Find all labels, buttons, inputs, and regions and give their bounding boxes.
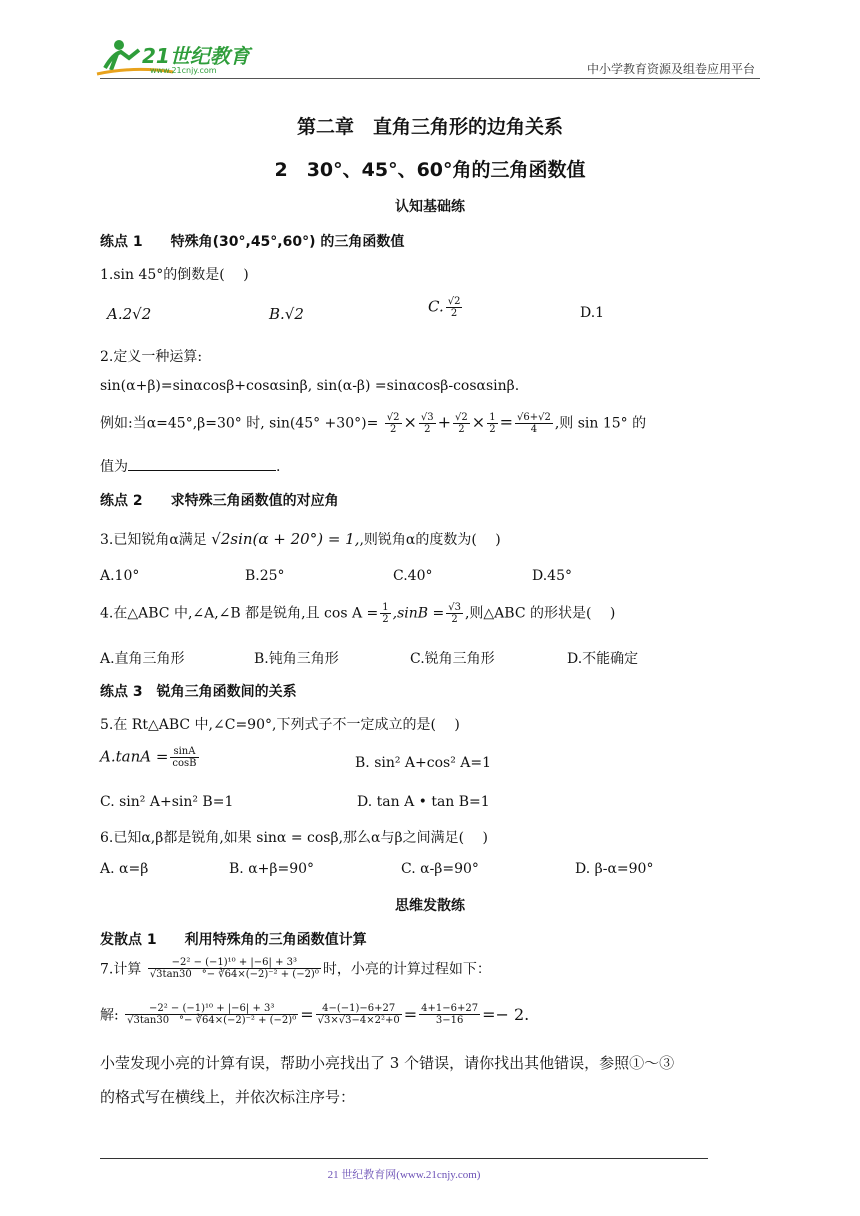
logo-url: www.21cnjy.com — [150, 66, 217, 75]
question-4: 4.在△ABC 中,∠A,∠B 都是锐角,且 cos A = $\frac{1}{2}$ ,sinB = $\frac{√3}{2}$ ,则△ABC 的形状是( ) — [100, 602, 616, 625]
q4-option-a: A.直角三角形 — [100, 651, 185, 667]
q3-option-c: C.40° — [393, 568, 433, 584]
footer-link[interactable]: 21 世纪教育网(www.21cnjy.com) — [327, 1169, 481, 1181]
q6-option-d: D. β-α=90° — [575, 861, 654, 877]
q6-option-b: B. α+β=90° — [229, 861, 315, 877]
q4-option-d: D.不能确定 — [567, 651, 639, 667]
q1-option-c: C. $\frac{√2}{2}$ — [428, 296, 461, 319]
q1-option-b: B.√2 — [269, 305, 304, 323]
question-7-text-2: 的格式写在横线上，并依次标注序号： — [100, 1088, 356, 1106]
question-2-example: 例如:当α=45°,β=30° 时, sin(45° +30°)= $\frac{√2}{2}$ × $\frac{√3}{2}$ + $\frac{√2}{2}$ × $\frac{1}{2}$ = $\frac{√6+√2}{4}$ ,则 sin 15° 的 — [100, 412, 647, 435]
section-basic-practice: 认知基础练 — [395, 199, 465, 215]
q5-option-a: A.tanA = $\frac{\sin A}{\cos B}$ — [100, 746, 197, 769]
question-3: 3.已知锐角α满足 √2sin(α + 20°) = 1,,则锐角α的度数为( ) — [100, 530, 501, 548]
practice-point-3: 练点 3 锐角三角函数间的关系 — [100, 684, 297, 700]
q3-option-b: B.25° — [245, 568, 285, 584]
section-divergent-practice: 思维发散练 — [395, 898, 465, 914]
question-2-answer-line: 值为 . — [100, 459, 281, 475]
chapter-title: 第二章 直角三角形的边角关系 — [296, 116, 563, 138]
q5-option-b: B. sin² A+cos² A=1 — [355, 755, 492, 771]
answer-blank[interactable] — [128, 458, 276, 471]
q4-option-c: C.锐角三角形 — [410, 651, 495, 667]
divergent-point-1: 发散点 1 利用特殊角的三角函数值计算 — [100, 932, 367, 948]
q4-option-b: B.钝角三角形 — [254, 651, 339, 667]
header-divider — [100, 78, 760, 79]
question-2-definition: sin(α+β)=sinαcosβ+cosαsinβ, sin(α-β) =sinαcosβ-cosαsinβ. — [100, 378, 520, 394]
header-platform-text: 中小学教育资源及组卷应用平台 — [586, 62, 755, 76]
practice-point-1: 练点 1 特殊角(30°,45°,60°) 的三角函数值 — [100, 234, 405, 250]
q6-option-a: A. α=β — [100, 861, 149, 877]
q6-option-c: C. α-β=90° — [401, 861, 479, 877]
lesson-title: 2 30°、45°、60°角的三角函数值 — [274, 159, 586, 181]
logo-text: 21世纪教育 — [142, 44, 250, 68]
q5-option-d: D. tan A • tan B=1 — [357, 794, 490, 810]
footer-divider — [100, 1158, 708, 1159]
question-7-text-1: 小莹发现小亮的计算有误，帮助小亮找出了 3 个错误，请你找出其他错误，参照①～③ — [100, 1054, 675, 1072]
solution-line: 解: $\frac{\text{−2² − (−1)¹⁰ + |−6| + 3³}}{\text{√3tan30 °− ∛64×(−2)⁻² + (−2)⁰}}$ = $\frac{4-(-1)-6+27}{\text{√3×√3−4×2²+0}}$ = $\frac{4+1-6+27}{3-16}$ =− 2. — [100, 1003, 530, 1026]
question-5: 5.在 Rt△ABC 中,∠C=90°,下列式子不一定成立的是( ) — [100, 717, 460, 733]
q3-option-d: D.45° — [532, 568, 572, 584]
question-7: 7.计算 $\frac{\text{−2² − (−1)¹⁰ + |−6| + 3³}}{\text{√3tan30 °− ∛64×(−2)⁻² + (−2)⁰}}$ 时，小亮的计算过程如下： — [100, 957, 491, 980]
practice-point-2: 练点 2 求特殊三角函数值的对应角 — [100, 493, 339, 509]
question-6: 6.已知α,β都是锐角,如果 sinα = cosβ,那么α与β之间满足( ) — [100, 830, 488, 846]
q5-option-c: C. sin² A+sin² B=1 — [100, 794, 234, 810]
q1-option-d: D.1 — [580, 305, 605, 321]
question-2-intro: 2.定义一种运算: — [100, 349, 203, 365]
question-1: 1.sin 45°的倒数是( ) — [100, 267, 249, 283]
q3-option-a: A.10° — [100, 568, 140, 584]
q1-option-a: A.2√2 — [107, 305, 152, 323]
